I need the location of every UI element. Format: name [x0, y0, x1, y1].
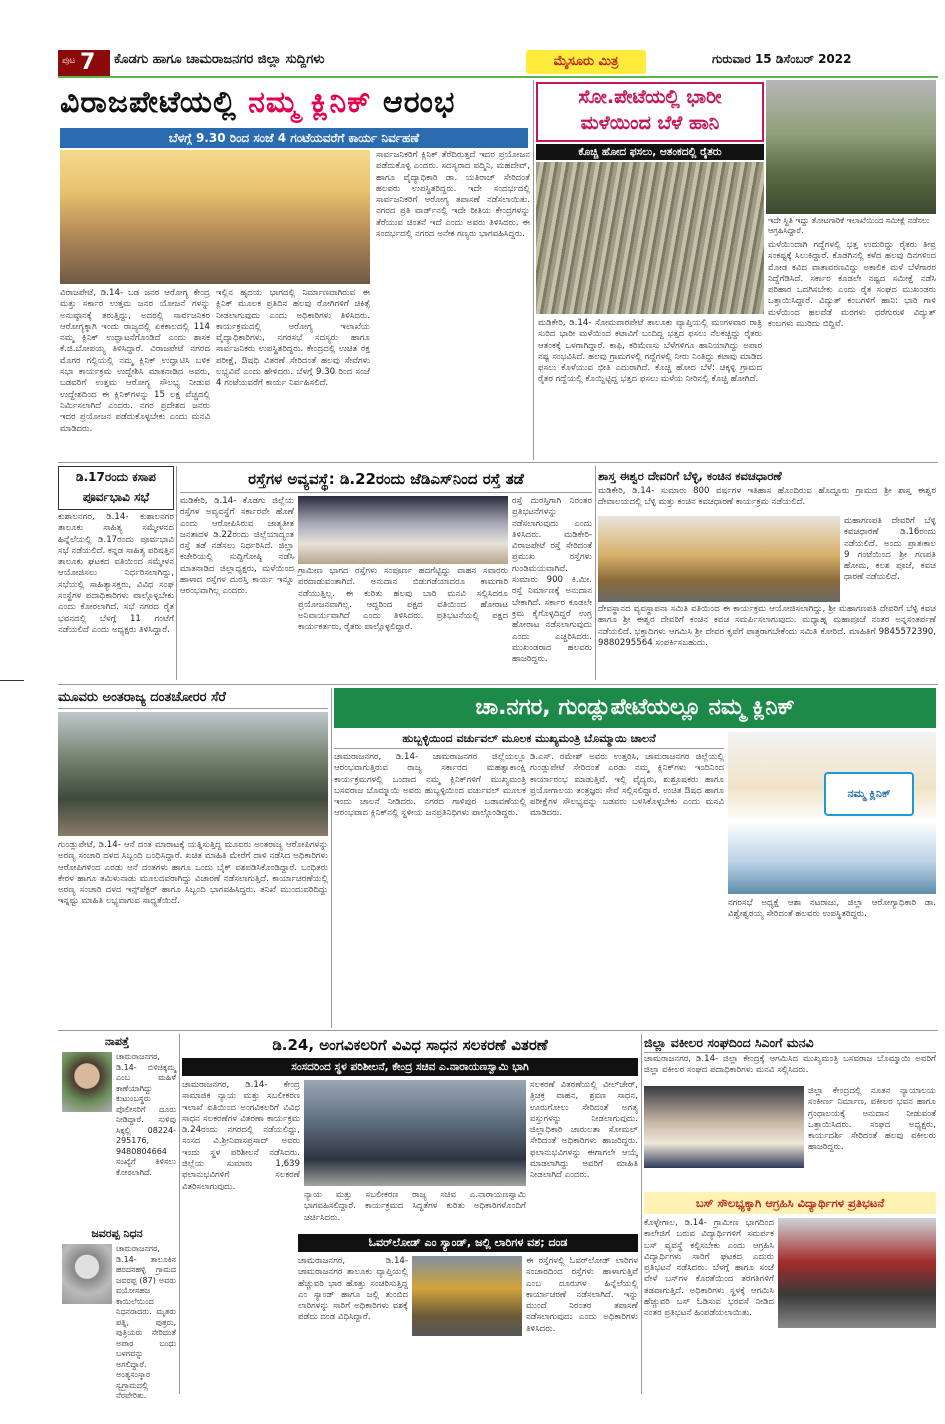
kasapa-headline-line1: ಡಿ.17ರಂದು ಕಸಾಪ: [76, 470, 156, 484]
lead-body-middle: ಇಲ್ಲಿನ ಹೃದಯ ಭಾಗದಲ್ಲಿ ನಿರ್ಮಾಣವಾಗಿರುವ ಈ ಕ್ಲಿನಿಕ್ ಮೂಲಕ ಪ್ರತಿದಿನ ಹಲವು ರೋಗಿಗಳಿಗೆ ಚಿಕಿತ್ಸೆ ನೀಡಲಾಗುವುದು ಎಂದು ಅಧಿಕಾರಿಗಳು ತಿಳಿಸಿದರು. ಕಾರ್ಯಕ್ರಮದಲ್ಲಿ ಆರೋಗ್ಯ ಇಲಾಖೆಯ ವೈದ್ಯಾಧಿಕಾರಿಗಳು, ನಗರಸಭೆ ಸದಸ್ಯರು ಹಾಗೂ ಸಾರ್ವಜನಿಕರು ಉಪಸ್ಥಿತರಿದ್ದರು. ಕೇಂದ್ರದಲ್ಲಿ ಉಚಿತ ರಕ್ತ ಪರೀಕ್ಷೆ, ಔಷಧಿ ವಿತರಣೆ ಸೇರಿದಂತೆ ಹಲವು ಸೇವೆಗಳು ಲಭ್ಯವಿವೆ ಎಂದು ಹೇಳಿದರು. ಬೆಳಗ್ಗೆ 9.30 ರಿಂದ ಸಂಜೆ 4 ಗಂಟೆಯವರೆಗೆ ಕಾರ್ಯ ನಿರ್ವಹಿಸಲಿದೆ.: [216, 288, 370, 389]
poachers-headline: ಮೂವರು ಅಂತರಾಜ್ಯ ದಂತಚೋರರ ಸೆರೆ: [58, 688, 328, 709]
col-divider-a: [533, 80, 534, 460]
divider-1: [58, 462, 938, 463]
obituary2-heading: ಜವರಪ್ಪ ನಿಧನ: [91, 1227, 143, 1240]
trim-mark: [0, 680, 24, 681]
page-number-box: [58, 50, 110, 76]
students-body: ಕೊಳ್ಳೇಗಾಲ, ಡಿ.14- ಗ್ರಾಮೀಣ ಭಾಗದಿಂದ ಕಾಲೇಜಿಗೆ ಬರುವ ವಿದ್ಯಾರ್ಥಿಗಳಿಗೆ ಸಮರ್ಪಕ ಬಸ್ ವ್ಯವಸ್ಥೆ ಕಲ್ಪಿಸಬೇಕು ಎಂದು ಆಗ್ರಹಿಸಿ ವಿದ್ಯಾರ್ಥಿಗಳು ಸಾರಿಗೆ ಘಟಕದ ಎದುರು ಪ್ರತಿಭಟನೆ ನಡೆಸಿದರು. ಬೆಳಗ್ಗೆ ಹಾಗೂ ಸಂಜೆ ವೇಳೆ ಬಸ್‌ಗಳ ಕೊರತೆಯಿಂದ ತರಗತಿಗಳಿಗೆ ತಡವಾಗುತ್ತಿದೆ. ಅಧಿಕಾರಿಗಳು ಸ್ಥಳಕ್ಕೆ ಆಗಮಿಸಿ ಹೆಚ್ಚುವರಿ ಬಸ್ ಓಡಿಸುವ ಭರವಸೆ ನೀಡಿದ ನಂತರ ಪ್ರತಿಭಟನೆ ಹಿಂಪಡೆಯಲಾಯಿತು.: [644, 1218, 774, 1319]
section-title: ಕೊಡಗು ಹಾಗೂ ಚಾಮರಾಜನಗರ ಜಿಲ್ಲಾ ಸುದ್ದಿಗಳು: [114, 52, 325, 67]
equipment-photo: [304, 1080, 526, 1186]
masthead: ಮೈಸೂರು ಮಿತ್ರ: [526, 50, 646, 74]
obituary2-photo: [62, 1244, 112, 1304]
kasapa-headline-box: [58, 466, 174, 510]
roads-headline: ರಸ್ತೆಗಳ ಅವ್ಯವಸ್ಥೆ: ಡಿ.22ರಂದು ಜೆಡಿಎಸ್‌ನಿಂದ ರಸ್ತೆ ತಡೆ: [180, 466, 592, 493]
students-headline-bar: [644, 1192, 936, 1214]
overload-body-left: ಚಾಮರಾಜನಗರ, ಡಿ.14- ಚಾಮರಾಜನಗರ ತಾಲೂಕು ವ್ಯಾಪ್ತಿಯಲ್ಲಿ ಹೆಚ್ಚುವರಿ ಭಾರ ಹೊತ್ತು ಸಂಚರಿಸುತ್ತಿದ್ದ ಎಂ ಸ್ಯಾಂಡ್ ಹಾಗೂ ಜಲ್ಲಿ ತುಂಬಿದ ಲಾರಿಗಳನ್ನು ಸಾರಿಗೆ ಅಧಿಕಾರಿಗಳು ವಶಕ್ಕೆ ಪಡೆದು ದಂಡ ವಿಧಿಸಿದ್ದಾರೆ.: [298, 1256, 408, 1323]
students-photo: [778, 1218, 936, 1328]
equipment-headline: ಡಿ.24, ಅಂಗವಿಕಲರಿಗೆ ವಿವಿಧ ಸಾಧನ ಸಲಕರಣೆ ವಿತರಣೆ: [272, 1036, 548, 1054]
lawyers-body-top: ಚಾಮರಾಜನಗರ, ಡಿ.14- ಜಿಲ್ಲಾ ಕೇಂದ್ರಕ್ಕೆ ಆಗಮಿಸಿದ ಮುಖ್ಯಮಂತ್ರಿ ಬಸವರಾಜ ಬೊಮ್ಮಾಯಿ ಅವರಿಗೆ ಜಿಲ್ಲಾ ವಕೀಲರ ಸಂಘದ ಪದಾಧಿಕಾರಿಗಳು ಮನವಿ ಸಲ್ಲಿಸಿದರು.: [644, 1054, 936, 1076]
temple-body-top: ಮಡಿಕೇರಿ, ಡಿ.14- ಸುಮಾರು 800 ವರ್ಷಗಳ ಇತಿಹಾಸ ಹೊಂದಿರುವ ಹೊದ್ದೂರು ಗ್ರಾಮದ ಶ್ರೀ ಶಾಸ್ತ ಈಶ್ವರ ದೇವಾಲಯದಲ್ಲಿ ಬೆಳ್ಳಿ ಮತ್ತು ಕಂಚಿನ ಕವಚಧಾರಣೆ ಕಾರ್ಯಕ್ರಮ ನಡೆಯಲಿದೆ.: [598, 486, 936, 508]
rain-photo-crop: [536, 162, 764, 314]
lead-headline-part1: ವಿರಾಜಪೇಟೆಯಲ್ಲಿ: [60, 85, 237, 120]
overload-body-right: ಈ ರಸ್ತೆಗಳಲ್ಲಿ ಓವರ್‌ಲೋಡ್ ಲಾರಿಗಳ ಸಂಚಾರದಿಂದ ರಸ್ತೆಗಳು ಹಾಳಾಗುತ್ತಿವೆ ಎಂಬ ದೂರುಗಳ ಹಿನ್ನೆಲೆಯಲ್ಲಿ ಕಾರ್ಯಾಚರಣೆ ನಡೆಸಲಾಗಿದೆ. ಇನ್ನು ಮುಂದೆ ನಿರಂತರ ತಪಾಸಣೆ ನಡೆಸಲಾಗುವುದು ಎಂದು ಅಧಿಕಾರಿಗಳು ತಿಳಿಸಿದರು.: [526, 1256, 638, 1334]
chnagar-body-middle: ಡಿ.ಎಸ್. ರಮೇಶ್ ಅವರು ಉತ್ತರಿಸಿ, ಚಾಮರಾಜನಗರ ಜಿಲ್ಲೆಯಲ್ಲಿ ಗುಂಡ್ಲುಪೇಟೆ ಸೇರಿದಂತೆ ಎರಡು ನಮ್ಮ ಕ್ಲಿನಿಕ್‌ಗಳು ಇಂದಿನಿಂದ ಕಾರ್ಯಾರಂಭ ಮಾಡುತ್ತಿವೆ. ಇಲ್ಲಿ ವೈದ್ಯರು, ಶುಶ್ರೂಷಕರು ಹಾಗೂ ಪ್ರಯೋಗಾಲಯ ತಂತ್ರಜ್ಞರು ಸೇವೆ ಸಲ್ಲಿಸಲಿದ್ದಾರೆ. ಉಚಿತ ಔಷಧ ಹಾಗೂ ಪರೀಕ್ಷೆಗಳ ಸೌಲಭ್ಯವನ್ನು ಬಡವರು ಬಳಸಿಕೊಳ್ಳಬೇಕು ಎಂದು ಮನವಿ ಮಾಡಿದರು.: [530, 752, 724, 819]
header-rule: [58, 76, 938, 78]
obituary1-body: ಚಾಮರಾಜನಗರ, ಡಿ.14- ಬಿಳಿಚಿಕ್ಕಮ್ಮ ಎಂಬ ಮಹಿಳೆ ಕಾಣೆಯಾಗಿದ್ದು ಕುಟುಂಬಸ್ಥರು ಪೊಲೀಸರಿಗೆ ದೂರು ನೀಡಿದ್ದಾರೆ. ಸುಳಿವು ಸಿಕ್ಕಲ್ಲಿ 08224-295176, 9480804664 ಸಂಖ್ಯೆಗೆ ತಿಳಿಸಲು ಕೋರಲಾಗಿದೆ.: [116, 1052, 176, 1177]
chnagar-subheadline: ಹುಬ್ಬಳ್ಳಿಯಿಂದ ವರ್ಚುವಲ್ ಮೂಲಕ ಮುಖ್ಯಮಂತ್ರಿ ಬೊಮ್ಮಾಯಿ ಚಾಲನೆ: [334, 730, 724, 749]
lead-body-right: ಸಾರ್ವಜನಿಕರಿಗೆ ಕ್ಲಿನಿಕ್ ತೆರೆದಿರುತ್ತದೆ ಇದರ ಪ್ರಯೋಜನ ಪಡೆದುಕೊಳ್ಳಿ ಎಂದರು. ಸದಸ್ಯರಾದ ಪದ್ಮಿನಿ, ಮಹದೇವ್, ಹಾಗೂ ವೈದ್ಯಾಧಿಕಾರಿ ಡಾ. ಯತಿರಾಜ್ ಸೇರಿದಂತೆ ಹಲವರು ಉಪಸ್ಥಿತರಿದ್ದರು. ಇದೇ ಸಂದರ್ಭದಲ್ಲಿ ಸಾರ್ವಜನಿಕರಿಗೆ ಆರೋಗ್ಯ ತಪಾಸಣೆ ನಡೆಸಲಾಯಿತು. ನಗರದ ಪ್ರತಿ ವಾರ್ಡ್‌ನಲ್ಲಿ ಇದೇ ರೀತಿಯ ಕೇಂದ್ರಗಳನ್ನು ತೆರೆಯುವ ಚಿಂತನೆ ಇದೆ ಎಂದು ಅವರು ತಿಳಿಸಿದರು. ಈ ಸಂದರ್ಭದಲ್ಲಿ ನಗರದ ಅನೇಕ ಗಣ್ಯರು ಭಾಗವಹಿಸಿದ್ದರು.: [376, 150, 530, 240]
col-divider-d: [331, 688, 332, 1028]
chnagar-body-left: ಚಾಮರಾಜನಗರ, ಡಿ.14- ಚಾಮರಾಜನಗರ ಜಿಲ್ಲೆಯಲ್ಲೂ ಆರಂಭವಾಗುತ್ತಿರುವ ರಾಜ್ಯ ಸರ್ಕಾರದ ಮಹತ್ವಾಕಾಂಕ್ಷಿ ಕಾರ್ಯಕ್ರಮಗಳಲ್ಲಿ ಒಂದಾದ ನಮ್ಮ ಕ್ಲಿನಿಕ್‌ಗಳಿಗೆ ಮುಖ್ಯಮಂತ್ರಿ ಬಸವರಾಜ ಬೊಮ್ಮಾಯಿ ಅವರು ಹುಬ್ಬಳ್ಳಿಯಿಂದ ವರ್ಚುವಲ್ ಮೂಲಕ ಇಂದು ಚಾಲನೆ ನೀಡಿದರು. ನಗರದ ಗಾಳಿಪುರ ಬಡಾವಣೆಯಲ್ಲಿ ಆರಂಭವಾದ ಕ್ಲಿನಿಕ್‌ನಲ್ಲಿ ಸ್ಥಳೀಯ ಜನಪ್ರತಿನಿಧಿಗಳು ಪಾಲ್ಗೊಂಡಿದ್ದರು.: [334, 752, 526, 819]
col-divider-b: [176, 466, 177, 680]
lawyers-photo: [644, 1086, 804, 1168]
kasapa-body: ಕುಶಾಲನಗರ, ಡಿ.14- ಕುಶಾಲನಗರ ತಾಲೂಕು ಸಾಹಿತ್ಯ ಸಮ್ಮೇಳನದ ಹಿನ್ನೆಲೆಯಲ್ಲಿ ಡಿ.17ರಂದು ಪೂರ್ವಭಾವಿ ಸಭೆ ನಡೆಯಲಿದೆ. ಕನ್ನಡ ಸಾಹಿತ್ಯ ಪರಿಷತ್ತಿನ ತಾಲೂಕು ಘಟಕದ ವತಿಯಿಂದ ಸಮ್ಮೇಳನ ಆಯೋಜಿಸಲು ನಿರ್ಧರಿಸಲಾಗಿದ್ದು, ಸಭೆಯಲ್ಲಿ ಸಾಹಿತ್ಯಾಸಕ್ತರು, ವಿವಿಧ ಸಂಘ ಸಂಸ್ಥೆಗಳ ಪದಾಧಿಕಾರಿಗಳು ಪಾಲ್ಗೊಳ್ಳಬೇಕು ಎಂದು ಕೋರಲಾಗಿದೆ. ಸಭೆ ನಗರದ ರೈತ ಭವನದಲ್ಲಿ ಬೆಳಗ್ಗೆ 11 ಗಂಟೆಗೆ ನಡೆಯಲಿದೆ ಎಂದು ಅಧ್ಯಕ್ಷರು ತಿಳಿಸಿದ್ದಾರೆ.: [58, 512, 174, 635]
rain-subheadline: ಕೊಚ್ಚಿ ಹೋದ ಫಸಲು, ಆತಂಕದಲ್ಲಿ ರೈತರು: [536, 144, 764, 160]
lawyers-headline: ಜಿಲ್ಲಾ ವಕೀಲರ ಸಂಘದಿಂದ ಸಿಎಂಗೆ ಮನವಿ: [644, 1034, 936, 1053]
obituary1-heading: ನಾಪತ್ತೆ: [104, 1035, 130, 1048]
poachers-photo: [58, 712, 328, 836]
obituary2-body: ಚಾಮರಾಜನಗರ, ಡಿ.14- ತಾಲೂಕಿನ ಹರದನಹಳ್ಳಿ ಗ್ರಾಮದ ಜವರಪ್ಪ (87) ಅವರು ವಯೋಸಹಜ ಕಾಯಿಲೆಯಿಂದ ನಿಧನರಾದರು. ಮೃತರು ಪತ್ನಿ, ಪುತ್ರರು, ಪುತ್ರಿಯರು ಸೇರಿದಂತೆ ಅಪಾರ ಬಂಧು ಬಳಗವನ್ನು ಅಗಲಿದ್ದಾರೆ. ಅಂತ್ಯಸಂಸ್ಕಾರ ಸ್ವಗ್ರಾಮದಲ್ಲಿ ನೆರವೇರಿತು.: [116, 1244, 176, 1400]
lead-subheadline: ಬೆಳಗ್ಗೆ 9.30 ರಿಂದ ಸಂಜೆ 4 ಗಂಟೆಯವರೆಗೆ ಕಾರ್ಯ ನಿರ್ವಹಣೆ: [60, 128, 528, 148]
chnagar-headline: ಚಾ.ನಗರ, ಗುಂಡ್ಲುಪೇಟೆಯಲ್ಲೂ ನಮ್ಮ ಕ್ಲಿನಿಕ್: [334, 688, 936, 728]
page-label: ಪುಟ: [62, 56, 76, 66]
temple-headline: ಶಾಸ್ತ ಈಶ್ವರ ದೇವರಿಗೆ ಬೆಳ್ಳಿ, ಕಂಚಿನ ಕವಚಧಾರಣೆ: [598, 469, 782, 483]
equipment-body-left: ಚಾಮರಾಜನಗರ, ಡಿ.14- ಕೇಂದ್ರ ಸಾಮಾಜಿಕ ನ್ಯಾಯ ಮತ್ತು ಸಬಲೀಕರಣ ಇಲಾಖೆ ವತಿಯಿಂದ ಅಂಗವಿಕಲರಿಗೆ ವಿವಿಧ ಸಾಧನ ಸಲಕರಣೆಗಳ ವಿತರಣಾ ಕಾರ್ಯಕ್ರಮ ಡಿ.24ರಂದು ನಗರದಲ್ಲಿ ನಡೆಯಲಿದ್ದು, ಸಂಸದ ವಿ.ಶ್ರೀನಿವಾಸಪ್ರಸಾದ್ ಅವರು ಇಂದು ಸ್ಥಳ ಪರಿಶೀಲನೆ ನಡೆಸಿದರು. ಜಿಲ್ಲೆಯ ಸುಮಾರು 1,639 ಫಲಾನುಭವಿಗಳಿಗೆ ಸಲಕರಣೆ ವಿತರಿಸಲಾಗುವುದು.: [182, 1080, 300, 1192]
poachers-body: ಗುಂಡ್ಲುಪೇಟೆ, ಡಿ.14- ಆನೆ ದಂತ ಮಾರಾಟಕ್ಕೆ ಯತ್ನಿಸುತ್ತಿದ್ದ ಮೂವರು ಅಂತರಾಜ್ಯ ಆರೋಪಿಗಳನ್ನು ಅರಣ್ಯ ಸಂಚಾರಿ ದಳದ ಸಿಬ್ಬಂದಿ ಬಂಧಿಸಿದ್ದಾರೆ. ಖಚಿತ ಮಾಹಿತಿ ಮೇರೆಗೆ ದಾಳಿ ನಡೆಸಿದ ಅಧಿಕಾರಿಗಳು ಆರೋಪಿಗಳಿಂದ ಎರಡು ಆನೆ ದಂತಗಳು ಹಾಗೂ ಒಂದು ಬೈಕ್ ವಶಪಡಿಸಿಕೊಂಡಿದ್ದಾರೆ. ಬಂಧಿತರು ಕೇರಳ ಹಾಗೂ ತಮಿಳುನಾಡು ಮೂಲದವರಾಗಿದ್ದು ವಿಚಾರಣೆ ನಡೆಸಲಾಗುತ್ತಿದೆ. ಕಾರ್ಯಾಚರಣೆಯಲ್ಲಿ ಅರಣ್ಯ ಸಂಚಾರಿ ದಳದ ಇನ್ಸ್‌ಪೆಕ್ಟರ್ ಹಾಗೂ ಸಿಬ್ಬಂದಿ ಭಾಗವಹಿಸಿದ್ದರು. ತನಿಖೆ ಮುಂದುವರಿದಿದ್ದು ಇನ್ನಷ್ಟು ಮಾಹಿತಿ ಲಭ್ಯವಾಗುವ ಸಾಧ್ಯತೆಯಿದೆ.: [58, 840, 328, 907]
roads-body-left: ಮಡಿಕೇರಿ, ಡಿ.14- ಕೊಡಗು ಜಿಲ್ಲೆಯ ರಸ್ತೆಗಳ ಅವ್ಯವಸ್ಥೆಗೆ ಸರ್ಕಾರವೇ ಹೊಣೆ ಎಂದು ಆರೋಪಿಸಿರುವ ಜಾತ್ಯತೀತ ಜನತಾದಳ ಡಿ.22ರಂದು ಜಿಲ್ಲೆಯಾದ್ಯಂತ ರಸ್ತೆ ತಡೆ ನಡೆಸಲು ನಿರ್ಧರಿಸಿದೆ. ಜಿಲ್ಲಾ ಕಚೇರಿಯಲ್ಲಿ ಸುದ್ದಿಗೋಷ್ಠಿ ನಡೆಸಿ ಮಾತನಾಡಿದ ಜಿಲ್ಲಾಧ್ಯಕ್ಷರು, ಮಳೆಯಿಂದ ಹಾಳಾದ ರಸ್ತೆಗಳ ದುರಸ್ತಿ ಕಾರ್ಯ ಇನ್ನೂ ಆರಂಭವಾಗಿಲ್ಲ ಎಂದರು.: [180, 496, 294, 597]
lead-headline: [60, 80, 530, 126]
overload-headline: ಓವರ್‌ಲೋಡ್ ಎಂ ಸ್ಯಾಂಡ್, ಜಲ್ಲಿ ಲಾರಿಗಳ ವಶ; ದಂಡ: [298, 1234, 638, 1252]
roads-photo: [298, 496, 508, 564]
col-divider-f: [641, 1034, 642, 1394]
lawyers-body-bottom: ಜಿಲ್ಲಾ ಕೇಂದ್ರದಲ್ಲಿ ನೂತನ ನ್ಯಾಯಾಲಯ ಸಂಕೀರ್ಣ ನಿರ್ಮಾಣ, ವಕೀಲರ ಭವನ ಹಾಗೂ ಗ್ರಂಥಾಲಯಕ್ಕೆ ಅನುದಾನ ನೀಡುವಂತೆ ಒತ್ತಾಯಿಸಿದರು. ಸಂಘದ ಅಧ್ಯಕ್ಷರು, ಕಾರ್ಯದರ್ಶಿ ಸೇರಿದಂತೆ ಹಲವು ವಕೀಲರು ಹಾಜರಿದ್ದರು.: [808, 1086, 936, 1153]
rain-body-left: ಮಡಿಕೇರಿ, ಡಿ.14- ಸೋಮವಾರಪೇಟೆ ತಾಲೂಕು ವ್ಯಾಪ್ತಿಯಲ್ಲಿ ಮಂಗಳವಾರ ರಾತ್ರಿ ಸುರಿದ ಭಾರೀ ಮಳೆಯಿಂದ ಕಟಾವಿಗೆ ಬಂದಿದ್ದ ಭತ್ತದ ಫಸಲು ನೆಲಕಚ್ಚಿದ್ದು ರೈತರು ಆತಂಕಕ್ಕೆ ಒಳಗಾಗಿದ್ದಾರೆ. ಕಾಫಿ, ಕರಿಮೆಣಸು ಬೆಳೆಗಳಿಗೂ ಹಾನಿಯಾಗಿದ್ದು ಅಪಾರ ನಷ್ಟ ಸಂಭವಿಸಿದೆ. ಹಲವು ಗ್ರಾಮಗಳಲ್ಲಿ ಗದ್ದೆಗಳಲ್ಲಿ ನೀರು ನಿಂತಿದ್ದು ಕಟಾವು ಮಾಡಿದ ಫಸಲು ಕೊಳೆಯುವ ಭೀತಿ ಎದುರಾಗಿದೆ. ಕೊಚ್ಚಿ ಹೋದ ಬೆಳೆ: ಚಿಕ್ಕಳ್ಳಿ ಗ್ರಾಮದ ರೈತರ ಗದ್ದೆಯಲ್ಲಿ ಕೊಯ್ದಿಟ್ಟಿದ್ದ ಭತ್ತದ ಫಸಲು ಮಳೆಯ ನೀರಿನಲ್ಲಿ ಕೊಚ್ಚಿ ಹೋಗಿದೆ.: [538, 318, 762, 385]
temple-photo: [598, 516, 840, 602]
roads-body-middle: ಗ್ರಾಮೀಣ ಭಾಗದ ರಸ್ತೆಗಳು ಸಂಪೂರ್ಣ ಹದಗೆಟ್ಟಿದ್ದು ವಾಹನ ಸವಾರರು ಪರದಾಡುವಂತಾಗಿದೆ. ಅನುದಾನ ಬಿಡುಗಡೆಯಾದರೂ ಕಾಮಗಾರಿ ನಡೆಯುತ್ತಿಲ್ಲ. ಈ ಕುರಿತು ಹಲವು ಬಾರಿ ಮನವಿ ಸಲ್ಲಿಸಿದರೂ ಪ್ರಯೋಜನವಾಗಿಲ್ಲ. ಆದ್ದರಿಂದ ಪಕ್ಷದ ವತಿಯಿಂದ ಹೋರಾಟ ಅನಿವಾರ್ಯವಾಗಿದೆ ಎಂದು ತಿಳಿಸಿದರು. ಪ್ರತಿಭಟನೆಯಲ್ಲಿ ಪಕ್ಷದ ಕಾರ್ಯಕರ್ತರು, ರೈತರು ಪಾಲ್ಗೊಳ್ಳಲಿದ್ದಾರೆ.: [298, 566, 508, 633]
rain-photo-caption: ಇದೇ ಸ್ಥಿತಿ ಇದ್ದು ತೋಟಗಾರಿಕೆ ಇಲಾಖೆಯಿಂದ ಸಮೀಕ್ಷೆ ನಡೆಸಲು ಆಗ್ರಹಿಸಿದ್ದಾರೆ.: [768, 216, 930, 235]
page-number: 7: [80, 50, 96, 75]
chnagar-photo: [728, 732, 936, 894]
lead-headline-part2: ಆರಂಭ: [382, 85, 456, 120]
temple-body-bottom: ದೇವಸ್ಥಾನದ ವ್ಯವಸ್ಥಾಪನಾ ಸಮಿತಿ ವತಿಯಿಂದ ಈ ಕಾರ್ಯಕ್ರಮ ಆಯೋಜಿಸಲಾಗಿದ್ದು, ಶ್ರೀ ಮಹಾಗಣಪತಿ ದೇವರಿಗೆ ಬೆಳ್ಳಿ ಕವಚ ಹಾಗೂ ಶ್ರೀ ಈಶ್ವರ ದೇವರಿಗೆ ಕಂಚಿನ ಕವಚ ಸಮರ್ಪಿಸಲಾಗುವುದು. ಮಧ್ಯಾಹ್ನ ಮಹಾಪೂಜೆ ನಂತರ ಅನ್ನಸಂತರ್ಪಣೆ ನಡೆಯಲಿದೆ. ಭಕ್ತಾದಿಗಳು ಆಗಮಿಸಿ ಶ್ರೀ ದೇವರ ಕೃಪೆಗೆ ಪಾತ್ರರಾಗಬೇಕೆಂದು ಸಮಿತಿ ಕೋರಿದೆ. ಮಾಹಿತಿಗೆ 9845572390, 9880295564 ಸಂಪರ್ಕಿಸಬಹುದು.: [598, 604, 936, 648]
col-divider-c: [595, 466, 596, 680]
equipment-subheadline: ಸಂಸದರಿಂದ ಸ್ಥಳ ಪರಿಶೀಲನೆ, ಕೇಂದ್ರ ಸಚಿವ ಎ.ನಾರಾಯಣಸ್ವಾಮಿ ಭಾಗಿ: [182, 1058, 638, 1076]
rain-headline-box: [536, 82, 764, 142]
issue-date: ಗುರುವಾರ 15 ಡಿಸೆಂಬರ್ 2022: [712, 52, 852, 66]
rain-body-right: ಮಳೆಯಿಂದಾಗಿ ಗದ್ದೆಗಳಲ್ಲಿ ಭತ್ತ ಉದುರಿದ್ದು ರೈತರು ತೀವ್ರ ಸಂಕಷ್ಟಕ್ಕೆ ಸಿಲುಕಿದ್ದಾರೆ. ಕೊಡಗಿನಲ್ಲಿ ಕಳೆದ ಹಲವು ದಿನಗಳಿಂದ ಮೋಡ ಕವಿದ ವಾತಾವರಣವಿದ್ದು ಅಕಾಲಿಕ ಮಳೆ ಬೆಳೆಗಾರರ ನಿದ್ದೆಗೆಡಿಸಿದೆ. ಸರ್ಕಾರ ಕೂಡಲೇ ನಷ್ಟದ ಸಮೀಕ್ಷೆ ನಡೆಸಿ ಪರಿಹಾರ ಒದಗಿಸಬೇಕು ಎಂದು ರೈತ ಸಂಘದ ಮುಖಂಡರು ಒತ್ತಾಯಿಸಿದ್ದಾರೆ. ವಿದ್ಯುತ್ ಕಂಬಗಳಿಗೆ ಹಾನಿ: ಭಾರಿ ಗಾಳಿ ಮಳೆಯಿಂದ ಹಲವೆಡೆ ಮರಗಳು ಧರೆಗುರುಳಿ ವಿದ್ಯುತ್ ಕಂಬಗಳು ಮುರಿದು ಬಿದ್ದಿವೆ.: [768, 240, 936, 330]
roads-body-right: ರಸ್ತೆ ದುರಸ್ತಿಗಾಗಿ ನಿರಂತರ ಪ್ರತಿಭಟನೆಗಳನ್ನು ನಡೆಸಲಾಗುವುದು ಎಂದು ತಿಳಿಸಿದರು. ಮಡಿಕೇರಿ-ವಿರಾಜಪೇಟೆ ರಸ್ತೆ ಸೇರಿದಂತೆ ಪ್ರಮುಖ ರಸ್ತೆಗಳು ಗುಂಡಿಮಯವಾಗಿವೆ. ಸುಮಾರು 900 ಕಿ.ಮೀ. ರಸ್ತೆ ನಿರ್ಮಾಣಕ್ಕೆ ಅನುದಾನ ಬೇಕಾಗಿದೆ. ಸರ್ಕಾರ ಕೂಡಲೇ ಕ್ರಮ ಕೈಗೊಳ್ಳದಿದ್ದರೆ ಉಗ್ರ ಹೋರಾಟ ನಡೆಸಲಾಗುವುದು ಎಂದು ಎಚ್ಚರಿಸಿದರು. ಮುಖಂಡರಾದ ಹಲವರು ಹಾಜರಿದ್ದರು.: [512, 496, 592, 665]
clinic-sign: ನಮ್ಮ ಕ್ಲಿನಿಕ್: [824, 772, 914, 816]
lead-photo: [60, 150, 370, 284]
chnagar-body-right: ನಗರಸಭೆ ಅಧ್ಯಕ್ಷೆ ಆಶಾ ನಟರಾಜು, ಜಿಲ್ಲಾ ಆರೋಗ್ಯಾಧಿಕಾರಿ ಡಾ. ವಿಶ್ವೇಶ್ವರಯ್ಯ ಸೇರಿದಂತೆ ಹಲವರು ಉಪಸ್ಥಿತರಿದ್ದರು.: [728, 898, 936, 920]
rain-photo-tree: [766, 80, 936, 214]
divider-2: [58, 684, 938, 685]
equipment-body-middle: ನ್ಯಾಯ ಮತ್ತು ಸಬಲೀಕರಣ ರಾಜ್ಯ ಸಚಿವ ಎ.ನಾರಾಯಣಸ್ವಾಮಿ ಭಾಗವಹಿಸಲಿದ್ದಾರೆ. ಕಾರ್ಯಕ್ರಮದ ಸಿದ್ಧತೆಗಳ ಕುರಿತು ಅಧಿಕಾರಿಗಳೊಂದಿಗೆ ಚರ್ಚಿಸಿದರು.: [304, 1190, 526, 1223]
obituary1-photo: [62, 1052, 112, 1112]
temple-body-side: ಮಹಾಗಣಪತಿ ದೇವರಿಗೆ ಬೆಳ್ಳಿ ಕವಚಧಾರಣೆ ಡಿ.16ರಂದು ನಡೆಯಲಿದೆ. ಅಂದು ಪ್ರಾತಃಕಾಲ 9 ಗಂಟೆಯಿಂದ ಶ್ರೀ ಗಣಪತಿ ಹೋಮ, ಕಲಶ ಪೂಜೆ, ಕವಚ ಧಾರಣೆ ನಡೆಯಲಿದೆ.: [844, 516, 936, 583]
col-divider-e: [179, 1034, 180, 1394]
lead-headline-highlight: ನಮ್ಮ ಕ್ಲಿನಿಕ್: [248, 85, 372, 120]
divider-3: [58, 1030, 938, 1031]
overload-photo: [412, 1256, 522, 1336]
students-headline: ಬಸ್ ಸೌಲಭ್ಯಕ್ಕಾಗಿ ಆಗ್ರಹಿಸಿ ವಿದ್ಯಾರ್ಥಿಗಳ ಪ್ರತಿಭಟನೆ: [695, 1196, 885, 1210]
lead-body-left: ವಿರಾಜಪೇಟೆ, ಡಿ.14- ಬಡ ಜನರ ಆರೋಗ್ಯ ಕೇಂದ್ರ ಮತ್ತು ಸರ್ಕಾರ ಉತ್ತಮ ಜನರ ಯೋಜನೆ ಗಳನ್ನು ಅನುಷ್ಠಾನಕ್ಕೆ ತರುತ್ತಿದ್ದು, ಅದರಲ್ಲಿ ಸಾರ್ವಜನಿಕರ ಆರೋಗ್ಯಕ್ಕಾಗಿ ಇಂದು ರಾಜ್ಯದಲ್ಲಿ ಏಕಕಾಲದಲ್ಲಿ 114 ನಮ್ಮ ಕ್ಲಿನಿಕ್ ಉದ್ಘಾಟನೆಗೊಂಡಿದೆ ಎಂದು ಶಾಸಕ ಕೆ.ಜಿ.ಬೋಪಯ್ಯ ತಿಳಿಸಿದ್ದಾರೆ. ವಿರಾಜಪೇಟೆ ನಗರದ ಮೊಗರ ಗಲ್ಲಿಯಲ್ಲಿ ನಮ್ಮ ಕ್ಲಿನಿಕ್ ಉದ್ಘಾಟಿಸಿ ಬಳಿಕ ಸಭಾ ಕಾರ್ಯಕ್ರಮ ಉದ್ದೇಶಿಸಿ ಮಾತನಾಡಿದ ಅವರು, ಬಡವರಿಗೆ ಉತ್ತಮ ಆರೋಗ್ಯ ಸೌಲಭ್ಯ ನೀಡುವ ಉದ್ದೇಶದಿಂದ ಈ ಕ್ಲಿನಿಕ್‌ಗಳನ್ನು 15 ಲಕ್ಷ ವೆಚ್ಚದಲ್ಲಿ ನಿರ್ಮಿಸಲಾಗಿದೆ ಎಂದರು. ನಗರ ಪ್ರದೇಶದ ಜನರು ಇದರ ಪ್ರಯೋಜನ ಪಡೆದುಕೊಳ್ಳಬೇಕು ಎಂದು ಮನವಿ ಮಾಡಿದರು.: [60, 288, 210, 434]
rain-headline-line1: ಸೋ.ಪೇಟೆಯಲ್ಲಿ ಭಾರೀ: [578, 86, 722, 108]
kasapa-headline-line2: ಪೂರ್ವಭಾವಿ ಸಭೆ: [82, 490, 150, 504]
equipment-body-right: ಸಲಕರಣೆ ವಿತರಣೆಯಲ್ಲಿ ವೀಲ್‌ಚೇರ್, ತ್ರಿಚಕ್ರ ವಾಹನ, ಶ್ರವಣ ಸಾಧನ, ಊರುಗೋಲು ಸೇರಿದಂತೆ ಅಗತ್ಯ ವಸ್ತುಗಳನ್ನು ನೀಡಲಾಗುವುದು. ಜಿಲ್ಲಾಧಿಕಾರಿ ಚಾರುಲತಾ ಸೋಮಲ್ ಸೇರಿದಂತೆ ಅಧಿಕಾರಿಗಳು ಹಾಜರಿದ್ದರು. ಫಲಾನುಭವಿಗಳನ್ನು ಈಗಾಗಲೇ ಆಯ್ಕೆ ಮಾಡಲಾಗಿದ್ದು ಅವರಿಗೆ ಮಾಹಿತಿ ನೀಡಲಾಗಿದೆ ಎಂದರು.: [530, 1080, 638, 1181]
rain-headline-line2: ಮಳೆಯಿಂದ ಬೆಳೆ ಹಾನಿ: [580, 112, 720, 134]
